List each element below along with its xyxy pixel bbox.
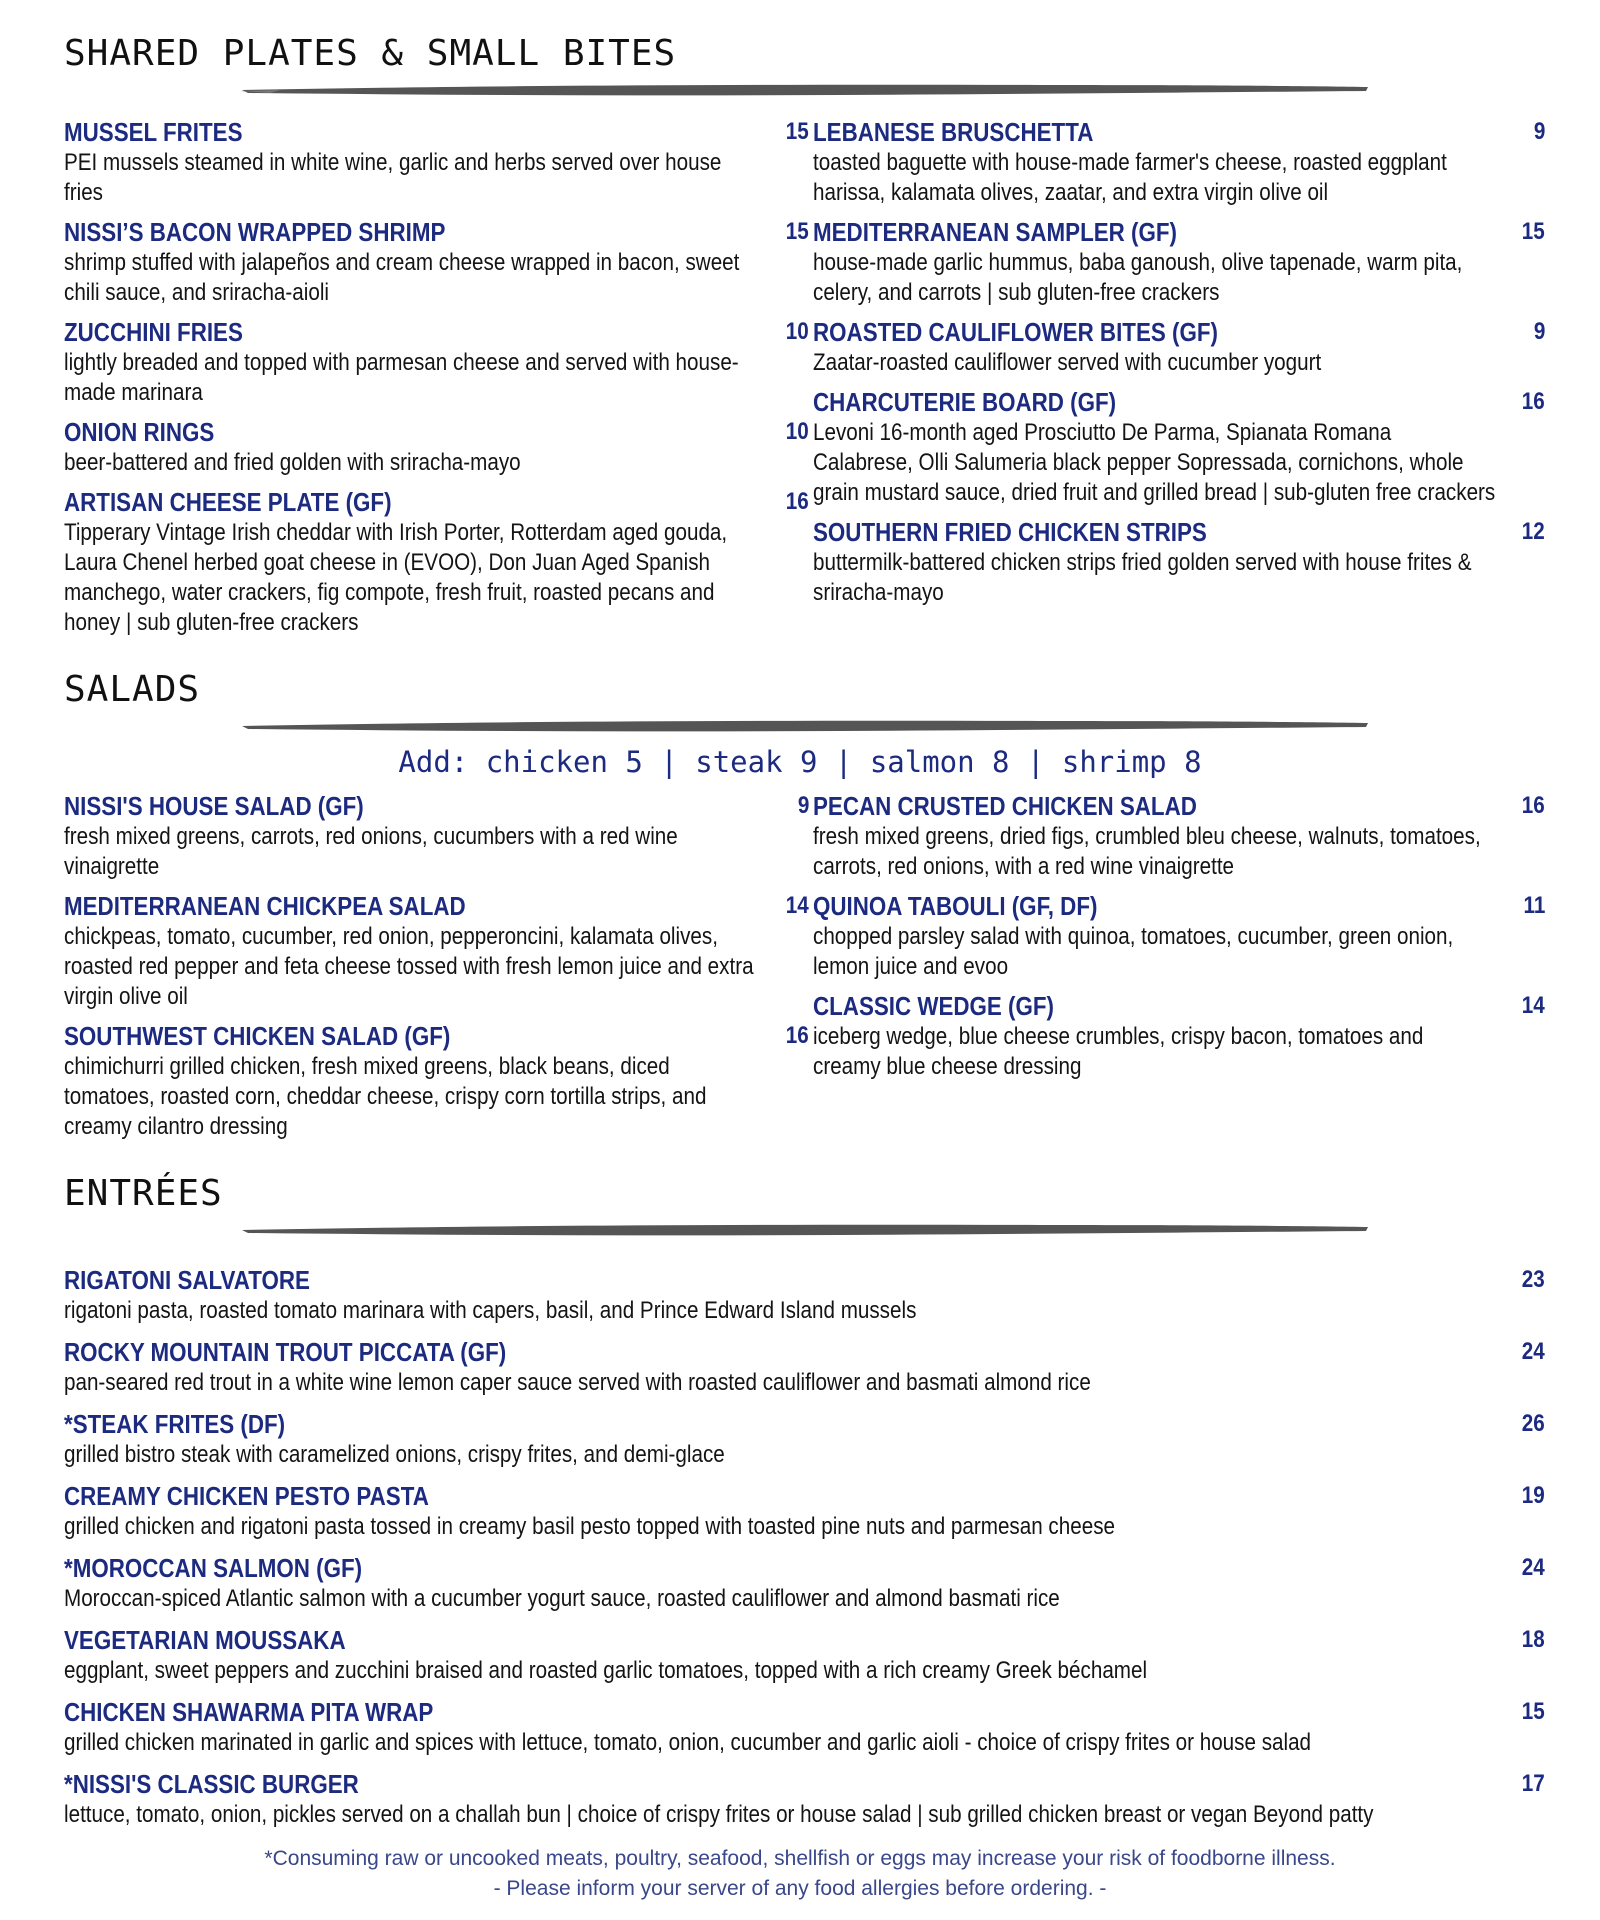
salads-left-column [64, 790, 809, 1150]
menu-item [64, 216, 809, 308]
item-name: *NISSI'S CLASSIC BURGER [64, 1769, 359, 1799]
item-name: CHARCUTERIE BOARD (GF) [813, 387, 1117, 417]
item-description: house-made garlic hummus, baba ganoush, olive tapenade, warm pita, celery, and carrots | sub gluten-free crackers [813, 249, 1463, 306]
food-safety-disclaimer: *Consuming raw or uncooked meats, poultry, seafood, shellfish or eggs may increase your risk of foodborne illness. [264, 1847, 1336, 1870]
item-description: grilled bistro steak with caramelized onions, crispy frites, and demi-glace [64, 1441, 725, 1468]
item-description: iceberg wedge, blue cheese crumbles, crispy bacon, tomatoes and creamy blue cheese dressing [813, 1023, 1424, 1080]
item-price: 11 [1523, 892, 1545, 919]
item-name: QUINOA TABOULI (GF, DF) [813, 891, 1098, 921]
item-price: 15 [1522, 218, 1545, 245]
shared-plates-right-column [813, 116, 1545, 616]
item-description: Moroccan-spiced Atlantic salmon with a cucumber yogurt sauce, roasted cauliflower and almond basmati rice [64, 1585, 1060, 1612]
item-description: Zaatar-roasted cauliflower served with cucumber yogurt [813, 349, 1322, 376]
item-description: chopped parsley salad with quinoa, tomatoes, cucumber, green onion, lemon juice and evoo [813, 923, 1454, 980]
section-divider-brush [240, 1220, 1370, 1240]
item-description: pan-seared red trout in a white wine lemon caper sauce served with roasted cauliflower and basmati almond rice [64, 1369, 1091, 1396]
item-price: 16 [1522, 792, 1545, 819]
item-price: 26 [1522, 1410, 1545, 1437]
item-name: MEDITERRANEAN CHICKPEA SALAD [64, 891, 466, 921]
item-price: 9 [1533, 118, 1545, 145]
salad-addons: Add: chicken 5 | steak 9 | salmon 8 | shrimp 8 [398, 745, 1202, 779]
item-description: beer-battered and fried golden with sriracha-mayo [64, 449, 521, 476]
item-price: 12 [1522, 518, 1545, 545]
item-name: NISSI'S HOUSE SALAD (GF) [64, 791, 364, 821]
menu-item [813, 386, 1545, 508]
item-price: 10 [786, 318, 809, 345]
item-description: Levoni 16-month aged Prosciutto De Parma, Spianata Romana Calabrese, Olli Salumeria black pepper Sopressada, cornichons, whole grain mustard sauce, dried fruit and grilled bread | sub-gluten free crackers [813, 419, 1496, 506]
item-description: lightly breaded and topped with parmesan cheese and served with house-made marinara [64, 349, 739, 406]
item-price: 24 [1522, 1554, 1545, 1581]
entrees-list [64, 1264, 1545, 1840]
item-description: eggplant, sweet peppers and zucchini braised and roasted garlic tomatoes, topped with a rich creamy Greek béchamel [64, 1657, 1148, 1684]
item-description: grilled chicken and rigatoni pasta tossed in creamy basil pesto topped with toasted pine nuts and parmesan cheese [64, 1513, 1115, 1540]
item-price: 14 [786, 892, 809, 919]
salads-heading: SALADS [64, 669, 201, 710]
item-name: CLASSIC WEDGE (GF) [813, 991, 1054, 1021]
menu-item [64, 790, 809, 882]
item-name: ROCKY MOUNTAIN TROUT PICCATA (GF) [64, 1337, 507, 1367]
item-name: *MOROCCAN SALMON (GF) [64, 1553, 363, 1583]
menu-item [813, 790, 1545, 882]
item-description: shrimp stuffed with jalapeños and cream cheese wrapped in bacon, sweet chili sauce, and sriracha-aioli [64, 249, 740, 306]
item-description: chimichurri grilled chicken, fresh mixed greens, black beans, diced tomatoes, roasted corn, cheddar cheese, crispy corn tortilla strips, and creamy cilantro dressing [64, 1053, 707, 1140]
item-name: VEGETARIAN MOUSSAKA [64, 1625, 346, 1655]
menu-item [64, 1552, 1545, 1614]
item-name: RIGATONI SALVATORE [64, 1265, 310, 1295]
item-description: toasted baguette with house-made farmer's cheese, roasted eggplant harissa, kalamata olives, zaatar, and extra virgin olive oil [813, 149, 1447, 206]
item-name: ROASTED CAULIFLOWER BITES (GF) [813, 317, 1218, 347]
item-price: 18 [1522, 1626, 1545, 1653]
item-price: 16 [786, 488, 809, 515]
item-name: ZUCCHINI FRIES [64, 317, 243, 347]
item-name: CREAMY CHICKEN PESTO PASTA [64, 1481, 429, 1511]
menu-item [64, 1696, 1545, 1758]
menu-item [64, 486, 809, 638]
item-price: 9 [1533, 318, 1545, 345]
menu-item [64, 1336, 1545, 1398]
item-price: 15 [1522, 1698, 1545, 1725]
item-name: PECAN CRUSTED CHICKEN SALAD [813, 791, 1197, 821]
item-name: SOUTHWEST CHICKEN SALAD (GF) [64, 1021, 451, 1051]
item-description: fresh mixed greens, carrots, red onions, cucumbers with a red wine vinaigrette [64, 823, 678, 880]
item-name: LEBANESE BRUSCHETTA [813, 117, 1094, 147]
item-price: 14 [1522, 992, 1545, 1019]
item-price: 23 [1522, 1266, 1545, 1293]
item-description: PEI mussels steamed in white wine, garlic and herbs served over house fries [64, 149, 722, 206]
menu-item [64, 890, 809, 1012]
item-name: MEDITERRANEAN SAMPLER (GF) [813, 217, 1177, 247]
menu-item [813, 890, 1545, 982]
item-name: SOUTHERN FRIED CHICKEN STRIPS [813, 517, 1207, 547]
item-name: ARTISAN CHEESE PLATE (GF) [64, 487, 392, 517]
section-divider-brush [240, 716, 1370, 736]
section-divider-brush [240, 80, 1370, 100]
menu-item [813, 216, 1545, 308]
item-description: chickpeas, tomato, cucumber, red onion, pepperoncini, kalamata olives, roasted red pepper and feta cheese tossed with fresh lemon juice and extra virgin olive oil [64, 923, 754, 1010]
item-price: 24 [1522, 1338, 1545, 1365]
item-name: CHICKEN SHAWARMA PITA WRAP [64, 1697, 434, 1727]
item-name: NISSI’S BACON WRAPPED SHRIMP [64, 217, 446, 247]
menu-item [64, 1020, 809, 1142]
item-name: ONION RINGS [64, 417, 215, 447]
menu-item [64, 1408, 1545, 1470]
menu-item [813, 116, 1545, 208]
item-price: 15 [786, 118, 809, 145]
menu-item [813, 316, 1545, 378]
salads-right-column [813, 790, 1545, 1090]
item-description: buttermilk-battered chicken strips fried golden served with house frites & sriracha-mayo [813, 549, 1472, 606]
entrees-heading: ENTRÉES [64, 1173, 223, 1214]
item-price: 9 [797, 792, 809, 819]
item-description: lettuce, tomato, onion, pickles served on a challah bun | choice of crispy frites or house salad | sub grilled chicken breast or vegan Beyond patty [64, 1801, 1374, 1828]
menu-item [64, 116, 809, 208]
shared-plates-heading: SHARED PLATES & SMALL BITES [64, 33, 677, 74]
item-price: 19 [1522, 1482, 1545, 1509]
menu-item [64, 316, 809, 408]
item-name: *STEAK FRITES (DF) [64, 1409, 286, 1439]
menu-item [64, 1480, 1545, 1542]
menu-item [64, 1264, 1545, 1326]
item-price: 16 [1522, 388, 1545, 415]
item-description: fresh mixed greens, dried figs, crumbled bleu cheese, walnuts, tomatoes, carrots, red onions, with a red wine vinaigrette [813, 823, 1481, 880]
item-price: 16 [786, 1022, 809, 1049]
item-price: 10 [786, 418, 809, 445]
allergy-notice: - Please inform your server of any food allergies before ordering. - [493, 1877, 1107, 1900]
menu-item [64, 416, 809, 478]
item-name: MUSSEL FRITES [64, 117, 243, 147]
item-description: grilled chicken marinated in garlic and spices with lettuce, tomato, onion, cucumber and garlic aioli - choice of crispy frites or house salad [64, 1729, 1312, 1756]
menu-item [813, 990, 1545, 1082]
shared-plates-left-column [64, 116, 809, 646]
item-description: rigatoni pasta, roasted tomato marinara with capers, basil, and Prince Edward Island mussels [64, 1297, 917, 1324]
item-description: Tipperary Vintage Irish cheddar with Irish Porter, Rotterdam aged gouda, Laura Chenel herbed goat cheese in (EVOO), Don Juan Aged Spanish manchego, water crackers, fig compote, fresh fruit, roasted pecans and honey | sub gluten-free crackers [64, 519, 728, 636]
menu-item [64, 1768, 1545, 1830]
menu-item [813, 516, 1545, 608]
item-price: 17 [1522, 1770, 1545, 1797]
menu-item [64, 1624, 1545, 1686]
item-price: 15 [786, 218, 809, 245]
